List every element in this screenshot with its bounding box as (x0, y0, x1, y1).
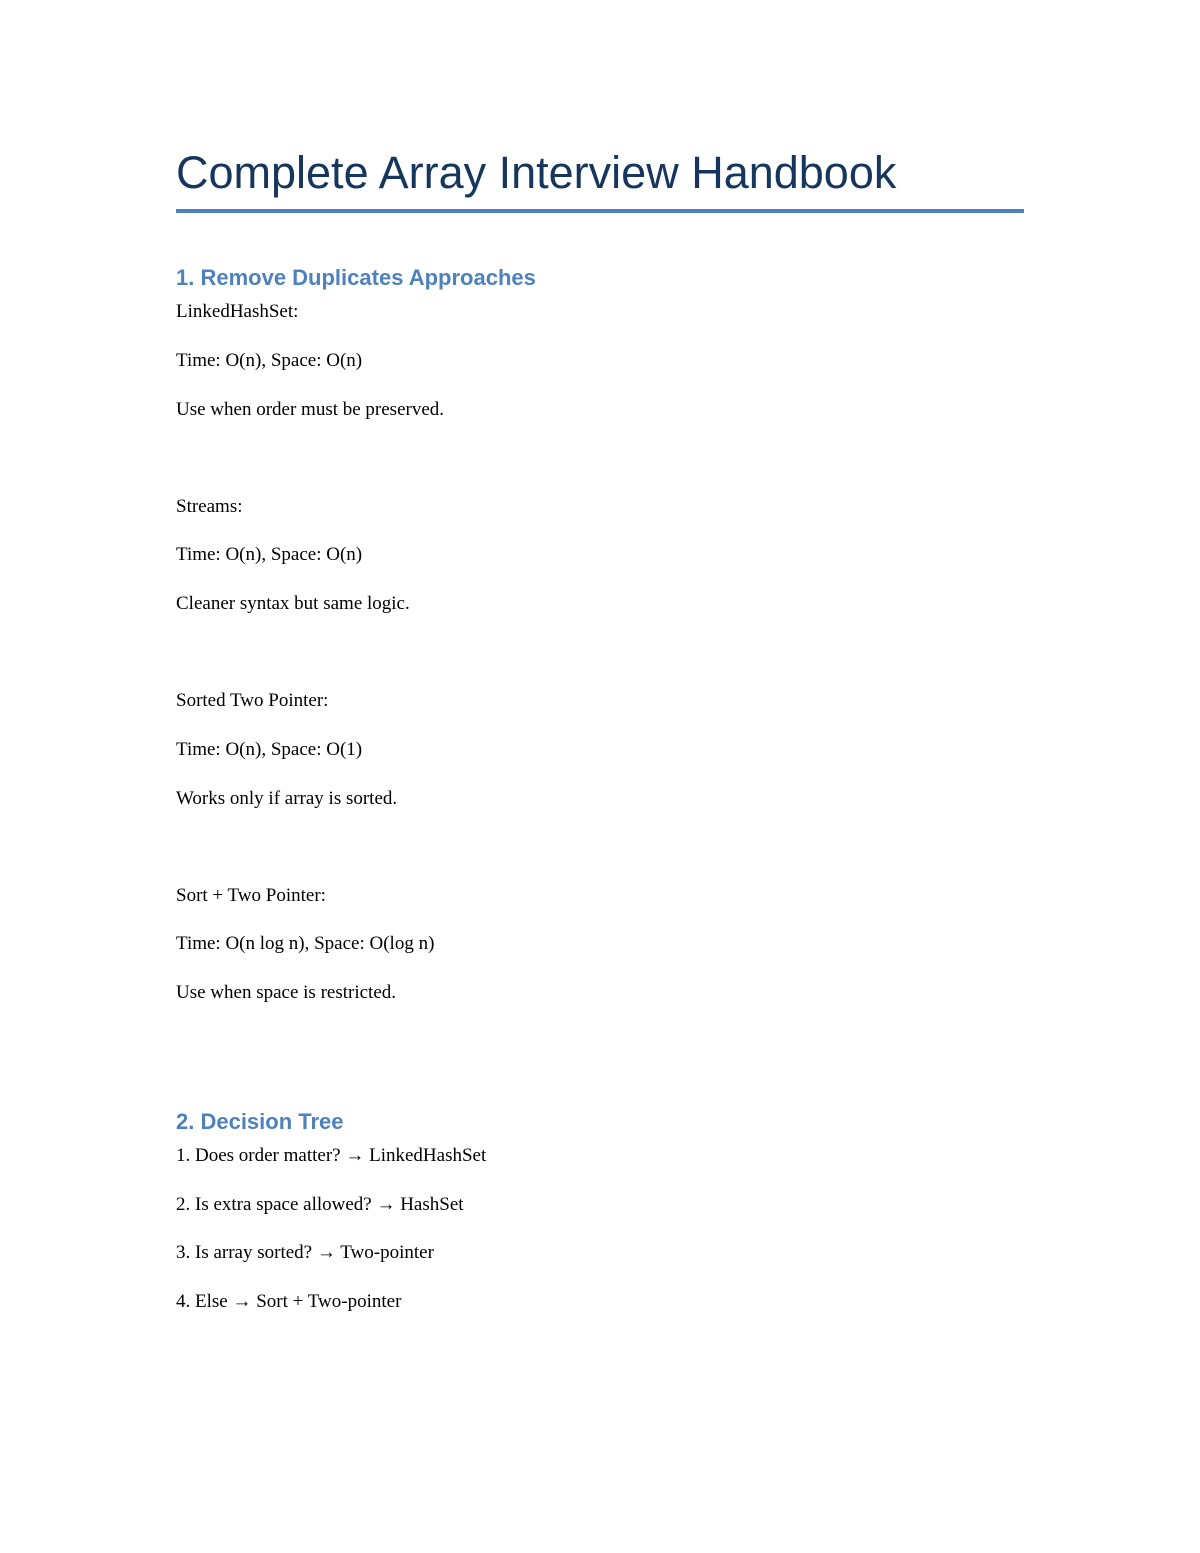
approach-name: Streams: (176, 496, 243, 517)
decision-item: 4. Else → Sort + Two-pointer (176, 1291, 402, 1312)
approach-complexity: Time: O(n), Space: O(n) (176, 544, 363, 565)
approach-note: Cleaner syntax but same logic. (176, 593, 410, 614)
approach-name: Sort + Two Pointer: (176, 885, 326, 906)
decision-item: 3. Is array sorted? → Two-pointer (176, 1242, 434, 1263)
document-title: Complete Array Interview Handbook (176, 147, 897, 198)
approach-note: Works only if array is sorted. (176, 788, 398, 809)
approach-complexity: Time: O(n), Space: O(n) (176, 350, 363, 371)
decision-item: 1. Does order matter? → LinkedHashSet (176, 1145, 487, 1166)
decision-item: 2. Is extra space allowed? → HashSet (176, 1194, 464, 1215)
approach-complexity: Time: O(n log n), Space: O(log n) (176, 933, 435, 954)
section-heading-decision-tree: 2. Decision Tree (176, 1109, 344, 1134)
section-heading-remove-duplicates: 1. Remove Duplicates Approaches (176, 265, 536, 290)
approach-name: Sorted Two Pointer: (176, 690, 329, 711)
title-underline (176, 209, 1024, 213)
approach-note: Use when order must be preserved. (176, 399, 445, 420)
approach-name: LinkedHashSet: (176, 301, 299, 322)
approach-note: Use when space is restricted. (176, 982, 397, 1003)
approach-complexity: Time: O(n), Space: O(1) (176, 739, 363, 760)
